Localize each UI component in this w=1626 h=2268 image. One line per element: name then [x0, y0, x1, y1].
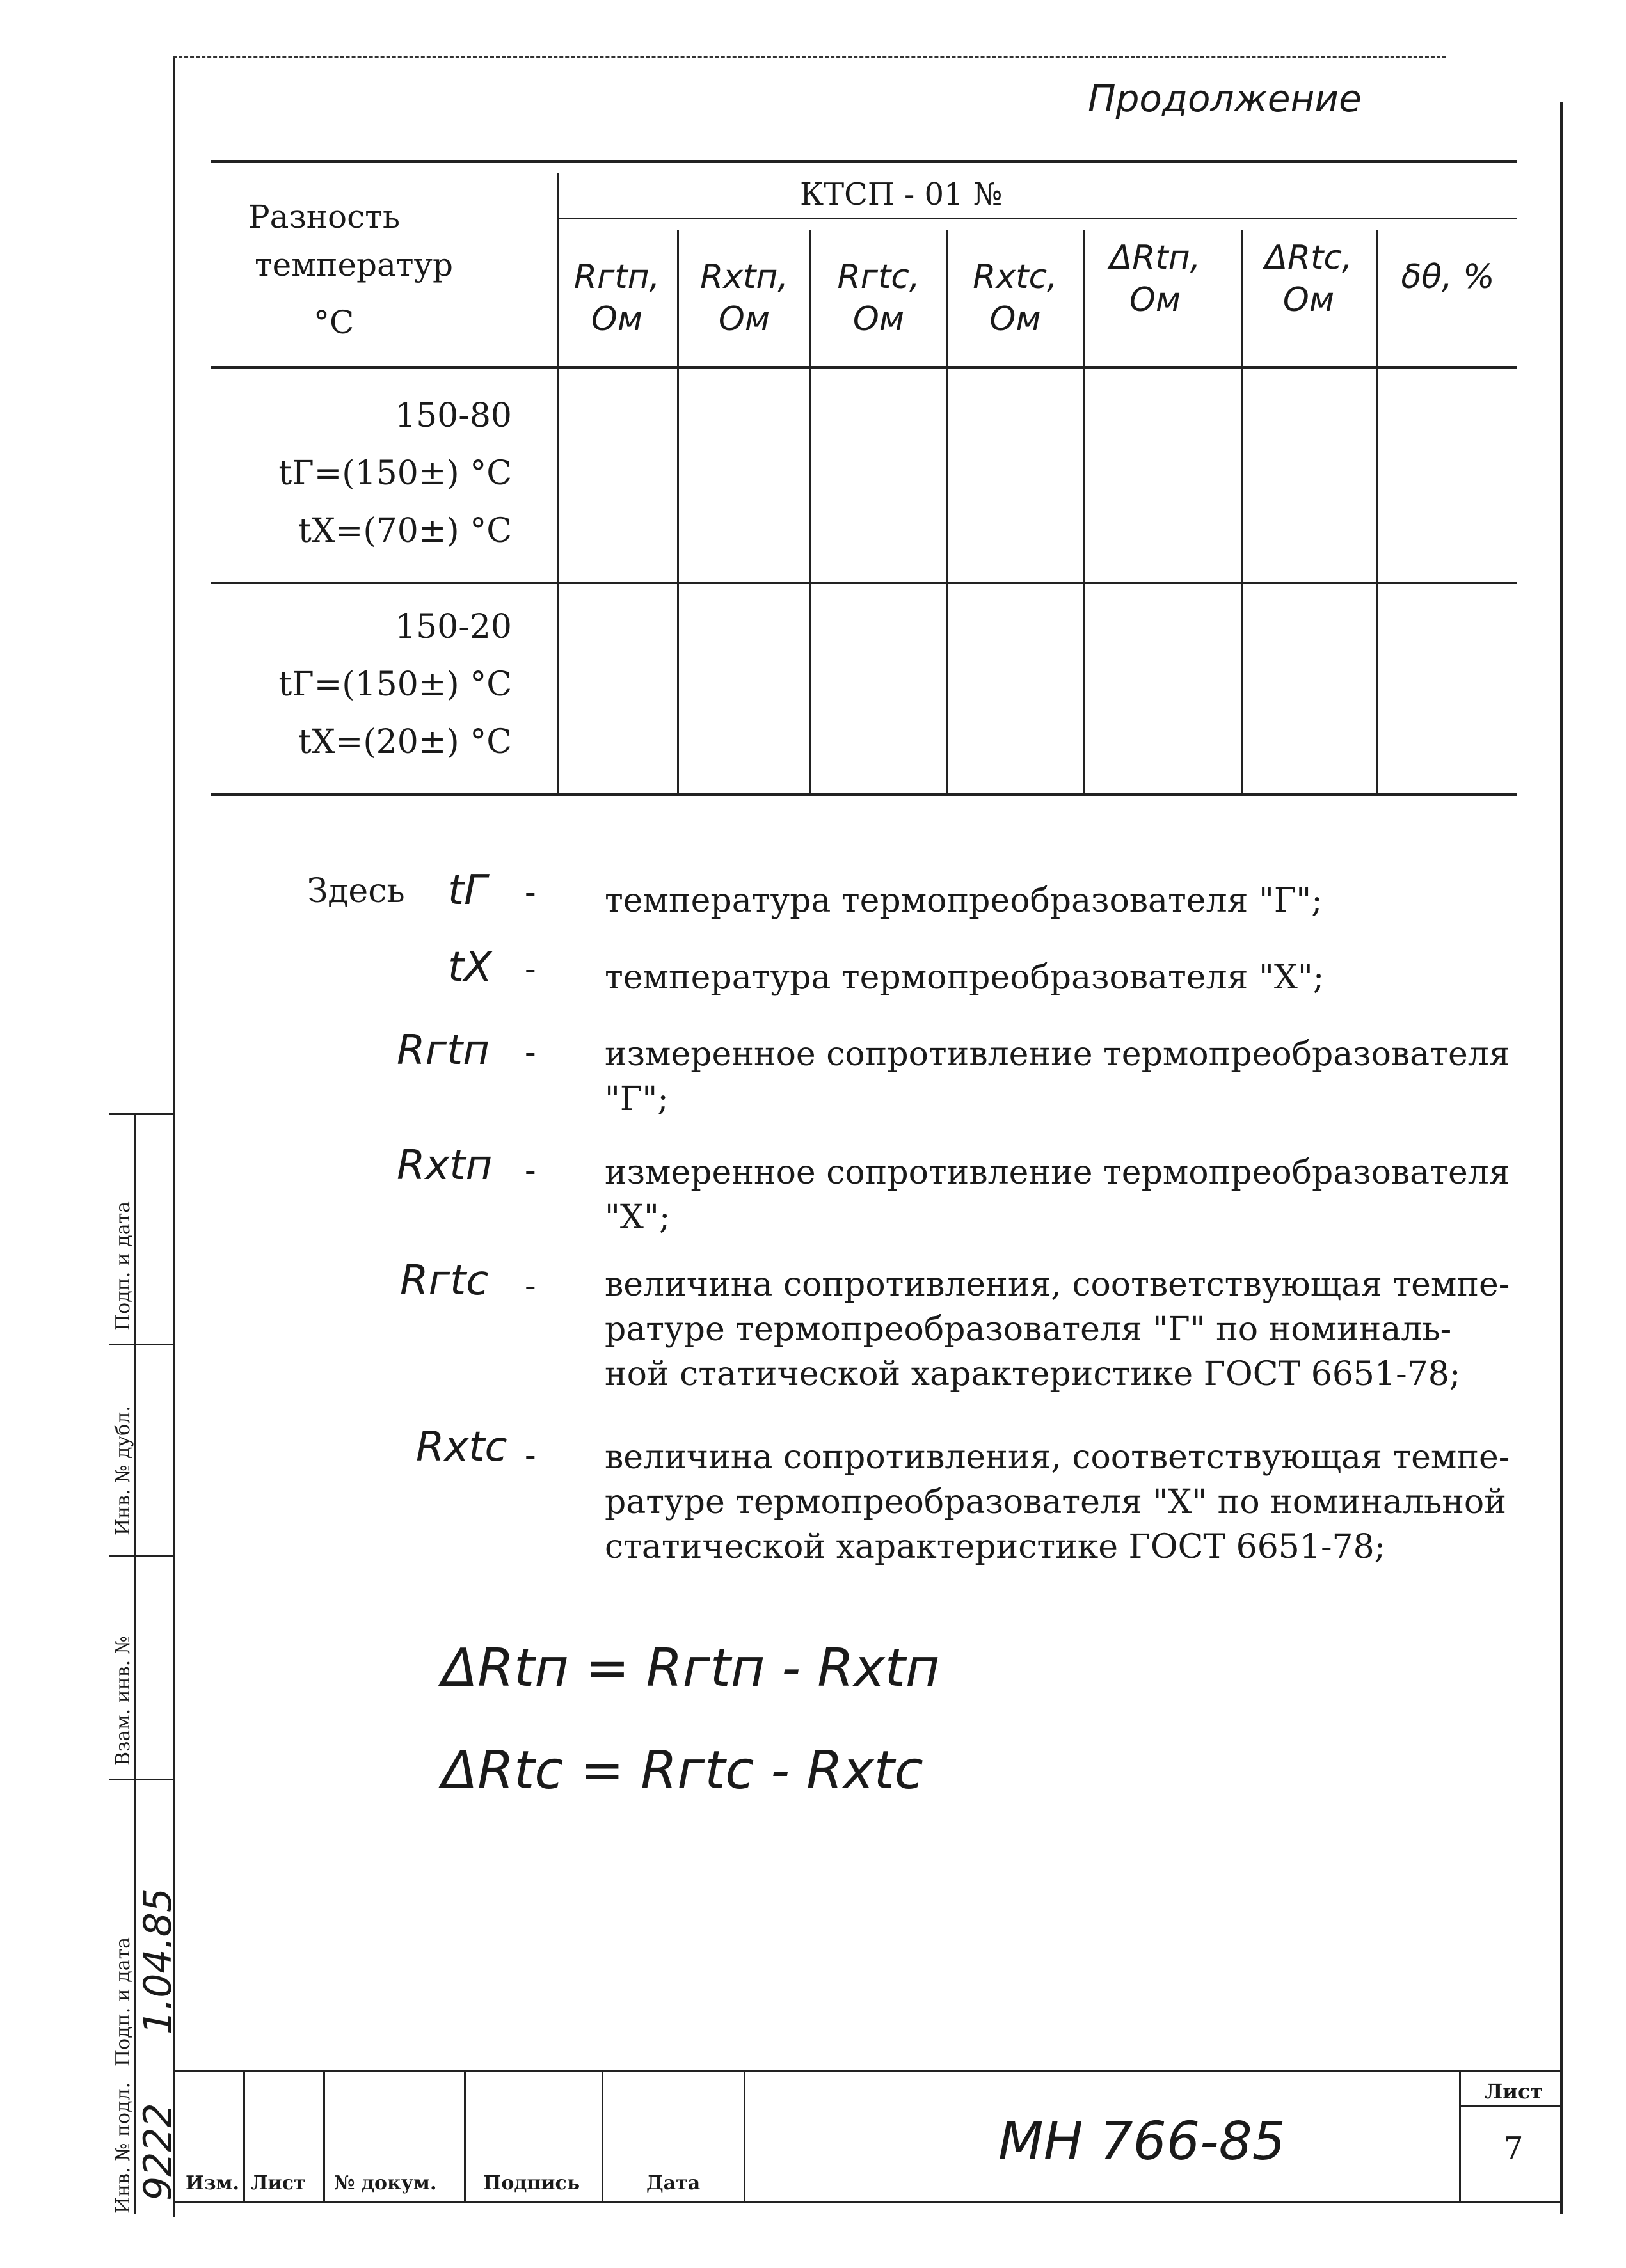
title-col-divider — [464, 2072, 466, 2203]
legend-text: величина сопротивления, соответствующая темпе- — [605, 1438, 1510, 1477]
legend-text: статической характеристике ГОСТ 6651-78; — [605, 1528, 1386, 1566]
header-line-2: температур — [255, 246, 453, 283]
title-block-top-rule — [173, 2070, 1561, 2072]
col-header-rtp-hot: Rгtп, Ом — [573, 258, 660, 338]
title-block-bottom-rule — [173, 2201, 1561, 2203]
col-header-rtc-hot: Rгtс, Ом — [837, 258, 920, 338]
side-label-replaced-inv: Взам. инв. № — [112, 1635, 134, 1766]
legend-symbol: tГ — [448, 867, 487, 914]
title-col-divider — [744, 2072, 745, 2203]
legend-dash: - — [525, 1152, 536, 1190]
side-stamp-rule — [109, 1779, 173, 1780]
legend-text: измеренное сопротивление термопреобразователя — [605, 1154, 1510, 1192]
col-header-rtc-cold: Rхtс, Ом — [973, 258, 1058, 338]
group-header-rule — [557, 218, 1517, 219]
legend-symbol: Rхtс — [416, 1423, 507, 1471]
legend-intro: Здесь — [307, 872, 405, 910]
title-label-sheet: Лист — [251, 2172, 306, 2194]
legend-dash: - — [525, 1033, 536, 1072]
col-header-delta-rtc: ΔRtс, Ом — [1264, 239, 1353, 319]
legend-symbol: Rхtп — [397, 1142, 493, 1189]
legend-symbol: Rгtс — [400, 1257, 489, 1304]
row1-t-cold: tХ=(70±) °C — [298, 512, 512, 550]
table-col-divider — [1083, 230, 1085, 793]
table-top-rule — [211, 160, 1517, 163]
legend-dash: - — [525, 873, 536, 912]
side-label-inv-original: Инв. № подл. — [112, 2082, 134, 2214]
legend-text: ратуре термопреобразователя "Г" по номиналь- — [605, 1310, 1452, 1349]
side-stamp-rule — [109, 1113, 173, 1115]
table-bottom-rule — [211, 793, 1517, 796]
row1-t-hot: tГ=(150±) °C — [278, 454, 512, 493]
col-header-rtp-cold: Rхtп, Ом — [700, 258, 788, 338]
legend-symbol: Rгtп — [397, 1027, 490, 1074]
legend-text: величина сопротивления, соответствующая темпе- — [605, 1265, 1510, 1304]
legend-text: ной статической характеристике ГОСТ 6651-78; — [605, 1355, 1461, 1393]
side-inv-number: 9222 — [136, 2103, 180, 2201]
legend-dash: - — [525, 1436, 536, 1475]
legend-text: температура термопреобразователя "Г"; — [605, 882, 1323, 920]
sheet-cell-rule — [1459, 2105, 1560, 2107]
side-label-sign-date-2: Подп. и дата — [112, 1201, 134, 1331]
title-label-doc-number: № докум. — [334, 2172, 437, 2194]
formula-delta-rtc: ΔRtс = Rгtс - Rхtс — [442, 1740, 923, 1801]
row2-t-hot: tГ=(150±) °C — [278, 665, 512, 704]
side-stamp-border — [134, 1113, 136, 2214]
row-divider — [211, 582, 1517, 584]
col-header-delta-rtp: ΔRtп, Ом — [1109, 239, 1201, 319]
side-label-sign-date: Подп. и дата — [112, 1937, 134, 2066]
legend-text: измеренное сопротивление термопреобразователя — [605, 1035, 1510, 1074]
col-header-error: δθ, % — [1401, 258, 1495, 296]
row2-range: 150-20 — [395, 608, 512, 646]
legend-symbol: tХ — [448, 944, 492, 991]
header-line-3: °C — [314, 304, 355, 341]
title-col-divider — [323, 2072, 325, 2203]
row1-range: 150-80 — [395, 397, 512, 435]
group-header: КТСП - 01 № — [800, 177, 1003, 212]
title-col-divider — [243, 2072, 245, 2203]
legend-dash: - — [525, 1267, 536, 1305]
table-col-divider — [1376, 230, 1378, 793]
title-col-divider — [1459, 2072, 1461, 2203]
header-line-1: Разность — [248, 198, 401, 235]
title-col-divider — [602, 2072, 603, 2203]
legend-text: "Х"; — [605, 1198, 671, 1237]
legend-text: "Г"; — [605, 1080, 669, 1118]
side-signature-date: 1.04.85 — [136, 1887, 180, 2034]
legend-text: ратуре термопреобразователя "Х" по номинальной — [605, 1483, 1506, 1521]
title-label-change: Изм. — [186, 2172, 239, 2194]
row2-t-cold: tХ=(20±) °C — [298, 723, 512, 761]
legend-text: температура термопреобразователя "Х"; — [605, 958, 1325, 997]
legend-dash: - — [525, 950, 536, 988]
continued-label: Продолжение — [1088, 77, 1362, 120]
sheet-label: Лист — [1485, 2079, 1543, 2104]
side-stamp-rule — [109, 1555, 173, 1557]
sheet-number: 7 — [1504, 2130, 1524, 2166]
header-bottom-rule — [211, 366, 1517, 369]
title-label-date: Дата — [646, 2172, 701, 2194]
title-label-signature: Подпись — [483, 2172, 580, 2194]
side-label-inv-duplicate: Инв. № дубл. — [112, 1406, 134, 1535]
side-stamp-rule — [109, 1344, 173, 1345]
table-col-divider — [1241, 230, 1243, 793]
formula-delta-rtp: ΔRtп = Rгtп - Rхtп — [442, 1638, 940, 1699]
frame-right-border — [1560, 102, 1563, 2214]
doc-code: МН 766-85 — [998, 2111, 1286, 2172]
frame-top-border — [173, 56, 1446, 58]
